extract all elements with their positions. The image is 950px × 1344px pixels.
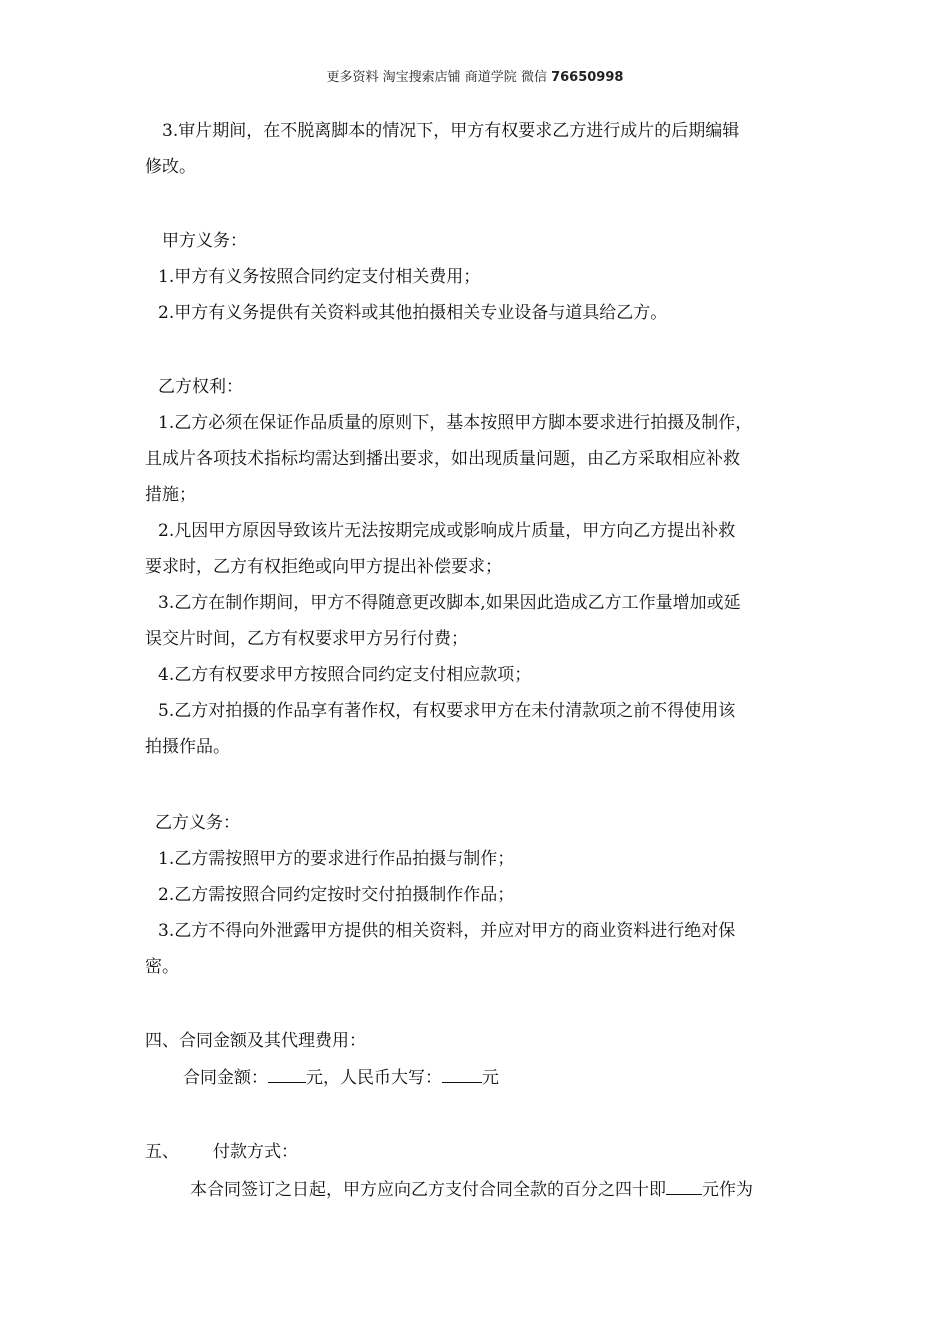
text-line: 4.乙方有权要求甲方按照合同约定支付相应款项； (158, 665, 532, 685)
text-line: 3.乙方在制作期间，甲方不得随意更改脚本,如果因此造成乙方工作量增加或延 (158, 593, 741, 613)
text-line: 密。 (145, 957, 179, 977)
text-line: 1.乙方必须在保证作品质量的原则下，基本按照甲方脚本要求进行拍摄及制作， (158, 413, 753, 433)
payment-blank (666, 1178, 702, 1195)
text-line: 误交片时间，乙方有权要求甲方另行付费； (145, 629, 468, 649)
text-line: 1.乙方需按照甲方的要求进行作品拍摄与制作； (158, 849, 515, 869)
text-line: 甲方义务： (162, 231, 247, 251)
contract-amount-line (183, 1066, 499, 1089)
amount-label: 合同金额： (183, 1068, 268, 1088)
text-line: 四、合同金额及其代理费用： (145, 1031, 366, 1051)
text-line: 1.甲方有义务按照合同约定支付相关费用； (158, 267, 481, 287)
section-number: 五、 (145, 1142, 179, 1162)
section-title: 付款方式： (213, 1142, 298, 1162)
text-line: 2.凡因甲方原因导致该片无法按期完成或影响成片质量，甲方向乙方提出补救 (158, 521, 736, 541)
amount-unit-2: 元 (482, 1068, 499, 1088)
text-line: 要求时，乙方有权拒绝或向甲方提出补偿要求； (145, 557, 502, 577)
text-line: 3.审片期间，在不脱离脚本的情况下，甲方有权要求乙方进行成片的后期编辑 (162, 121, 740, 141)
text-line: 乙方权利： (158, 377, 243, 397)
payment-text-after: 元作为 (702, 1180, 753, 1200)
payment-line (190, 1178, 753, 1201)
text-line: 修改。 (145, 157, 196, 177)
text-line: 乙方义务： (155, 813, 240, 833)
payment-heading (145, 1141, 298, 1163)
text-line: 拍摄作品。 (145, 737, 230, 757)
payment-text: 本合同签订之日起，甲方应向乙方支付合同全款的百分之四十即 (190, 1180, 666, 1200)
header-text: 更多资料 淘宝搜索店铺 商道学院 微信 (326, 70, 552, 85)
amount-unit: 元，人民币大写： (306, 1068, 442, 1088)
page-header (0, 66, 950, 85)
text-line: 且成片各项技术指标均需达到播出要求，如出现质量问题，由乙方采取相应补救 (145, 449, 740, 469)
text-line: 措施； (145, 485, 196, 505)
amount-blank (268, 1066, 306, 1083)
amount-uppercase-blank (442, 1066, 482, 1083)
text-line: 5.乙方对拍摄的作品享有著作权，有权要求甲方在未付清款项之前不得使用该 (158, 701, 736, 721)
text-line: 2.甲方有义务提供有关资料或其他拍摄相关专业设备与道具给乙方。 (158, 303, 668, 323)
text-line: 2.乙方需按照合同约定按时交付拍摄制作作品； (158, 885, 515, 905)
text-line: 3.乙方不得向外泄露甲方提供的相关资料，并应对甲方的商业资料进行绝对保 (158, 921, 736, 941)
header-wechat-id: 76650998 (551, 70, 624, 85)
